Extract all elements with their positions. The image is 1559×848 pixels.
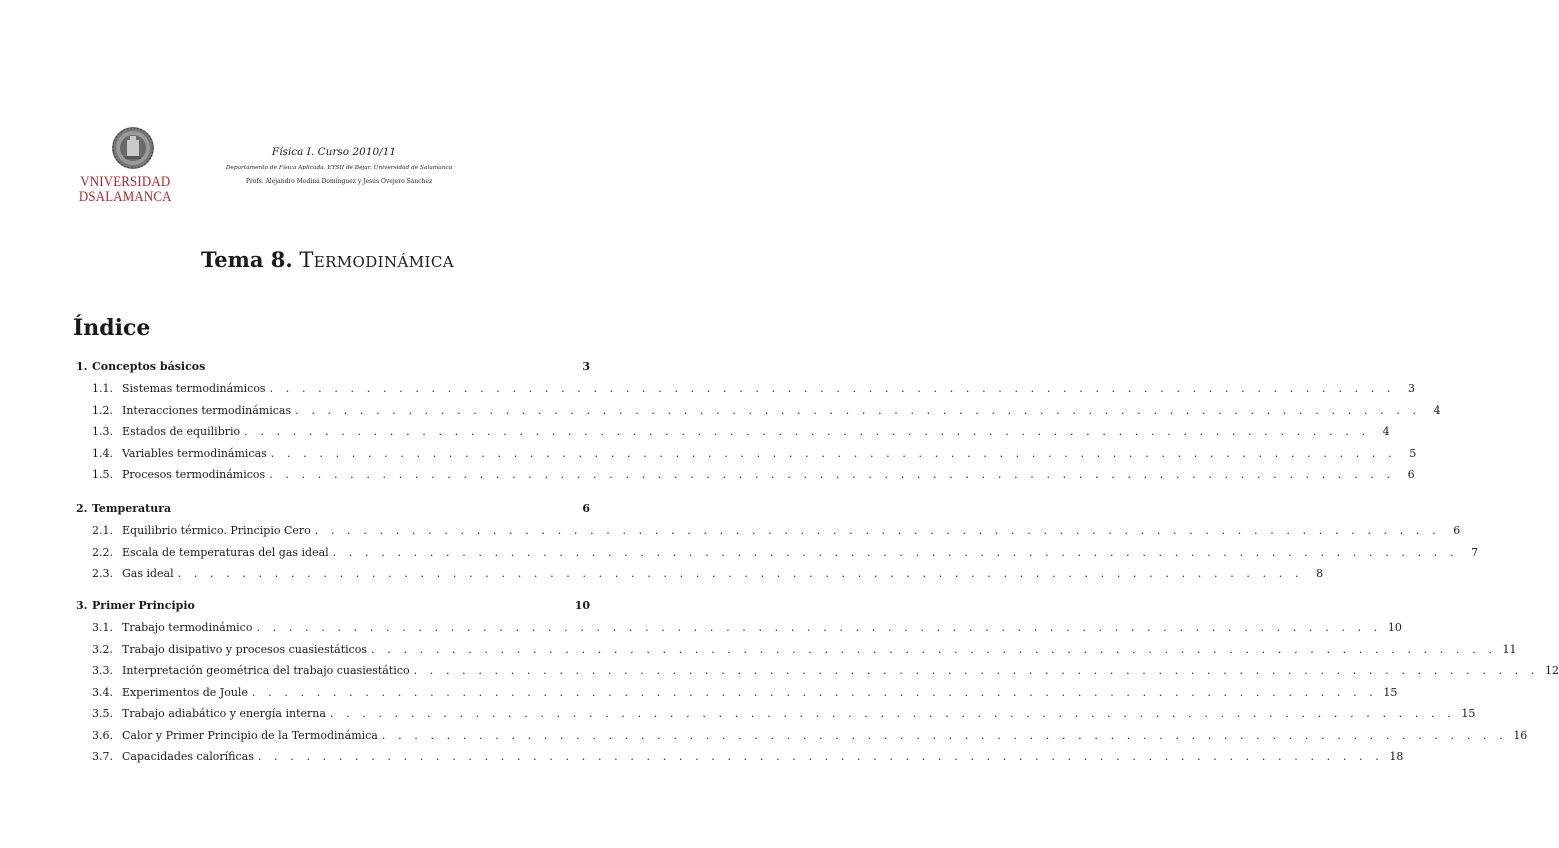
toc-entry-title: Equilibrio térmico. Principio Cero [122,524,311,537]
toc-entry-title: Calor y Primer Principio de la Termodinámica [122,728,378,742]
toc-entry-number: 1.3. [92,425,113,438]
toc-entry-number: 3.1. [92,621,113,634]
title-name: Termodinámica [299,248,454,272]
page-title [0,247,655,272]
document-header [76,122,496,212]
toc-section-title: Primer Principio [92,599,195,612]
toc-entry-row [92,446,1417,463]
toc-entry-page: 18 [1389,750,1404,763]
toc-section-page: 10 [574,599,590,612]
toc-entry-title: Experimentos de Joule [122,685,248,699]
toc-entry-row [92,567,1324,583]
department-label: Departamento de Física Aplicada. ETSII de Béjar. Universidad de Salamanca [225,165,453,171]
toc-entry-row [92,750,1404,766]
toc-dot-leader: . . . . . . . . . . . . . . . . . . . . . . . . . . . . . . . . . . . . . . . . . . . . . . . . . . . . . . . . . . . . . . . . . . . . . . [381,728,1508,742]
toc-entry-row [92,728,1528,745]
toc-section-row [76,360,590,376]
toc-dot-leader: . . . . . . . . . . . . . . . . . . . . . . . . . . . . . . . . . . . . . . . . . . . . . . . . . . . . . . . . . . . . . . . . . . . . . . [257,750,1384,763]
toc-entry-row [92,545,1479,562]
toc-entry-page: 6 [1407,468,1415,481]
toc-entry-page: 3 [1408,382,1416,395]
toc-dot-leader: . . . . . . . . . . . . . . . . . . . . . . . . . . . . . . . . . . . . . . . . . . . . . . . . . . . . . . . . . . . . . . . . . . . . . . [371,642,1497,656]
toc-dot-leader: . . . . . . . . . . . . . . . . . . . . . . . . . . . . . . . . . . . . . . . . . . . . . . . . . . . . . . . . . . . . . . . . . . . . . . [332,545,1459,559]
toc-entry-row [92,425,1390,441]
professors-label: Profs. Alejandro Medina Domínguez y Jesús Ovejero Sánchez [245,178,433,185]
toc-section-number: 3. [76,599,88,612]
toc-entry-row [92,403,1441,420]
toc-entry-title: Escala de temperaturas del gas ideal [122,545,329,559]
toc-dot-leader: . . . . . . . . . . . . . . . . . . . . . . . . . . . . . . . . . . . . . . . . . . . . . . . . . . . . . . . . . . . . . . . . . . . . . . [295,403,1421,417]
toc-entry-page: 8 [1316,567,1324,580]
logo-text-line2: DSALAMANCA [78,189,172,205]
toc-entry-title: Procesos termodinámicos [122,468,266,481]
toc-entry-number: 3.4. [92,685,113,699]
toc-entry-title: Variables termodinámicas [122,446,267,460]
toc-entry-title: Gas ideal [122,567,174,580]
toc-entry-number: 1.4. [92,446,113,460]
toc-dot-leader: . . . . . . . . . . . . . . . . . . . . . . . . . . . . . . . . . . . . . . . . . . . . . . . . . . . . . . . . . . . . . . . . . . . . . . [269,468,1395,481]
toc-entry-page: 5 [1409,446,1417,460]
toc-entry-row [92,642,1517,659]
toc-dot-leader: . . . . . . . . . . . . . . . . . . . . . . . . . . . . . . . . . . . . . . . . . . . . . . . . . . . . . . . . . . . . . . . . . . . . . . [244,425,1370,438]
toc-dot-leader: . . . . . . . . . . . . . . . . . . . . . . . . . . . . . . . . . . . . . . . . . . . . . . . . . . . . . . . . . . . . . . . . . . . . . . [329,707,1456,720]
toc-entry-page: 4 [1382,425,1390,438]
toc-entry-number: 3.6. [92,728,113,742]
toc-entry-title: Interpretación geométrica del trabajo cuasiestático [122,664,410,677]
toc-entry-number: 2.2. [92,545,113,559]
toc-dot-leader: . . . . . . . . . . . . . . . . . . . . . . . . . . . . . . . . . . . . . . . . . . . . . . . . . . . . . . . . . . . . . . . . . . . . . . [251,685,1378,699]
title-number: Tema 8. [201,247,293,272]
toc-entry-title: Sistemas termodinámicos [122,382,266,395]
course-label: Física I. Curso 2010/11 [271,146,397,158]
toc-entry-number: 3.5. [92,707,113,720]
toc-entry-row [92,664,1559,680]
toc-dot-leader: . . . . . . . . . . . . . . . . . . . . . . . . . . . . . . . . . . . . . . . . . . . . . . . . . . . . . . . . . . . . . . . . . . . . . . [256,621,1382,634]
toc-entry-page: 7 [1471,545,1479,559]
toc-section-title: Temperatura [92,502,172,515]
university-logo [76,122,186,206]
toc-entry-row [92,707,1476,723]
toc-dot-leader: . . . . . . . . . . . . . . . . . . . . . . . . . . . . . . . . . . . . . . . . . . . . . . . . . . . . . . . . . . . . . . . . . . . . . . [270,446,1397,460]
toc-entry-row [92,382,1416,398]
toc-entry-row [92,524,1461,540]
toc-entry-number: 3.7. [92,750,113,763]
toc-entry-title: Estados de equilibrio [122,425,241,438]
toc-dot-leader: . . . . . . . . . . . . . . . . . . . . . . . . . . . . . . . . . . . . . . . . . . . . . . . . . . . . . . . . . . . . . . . . . . . . . . [269,382,1396,395]
university-seal-icon [111,126,155,172]
toc-section-row [76,502,590,518]
toc-section-page: 3 [582,360,590,373]
toc-section-number: 1. [76,360,88,373]
toc-entry-title: Interacciones termodinámicas [122,403,292,417]
toc-entry-title: Trabajo termodinámico [122,621,253,634]
toc-entry-page: 15 [1461,707,1476,720]
toc-section-number: 2. [76,502,88,515]
toc-heading: Índice [73,315,151,341]
toc-entry-number: 1.1. [92,382,113,395]
toc-entry-row [92,468,1415,484]
toc-entry-page: 15 [1383,685,1398,699]
toc-dot-leader: . . . . . . . . . . . . . . . . . . . . . . . . . . . . . . . . . . . . . . . . . . . . . . . . . . . . . . . . . . . . . . . . . . . . . . [413,664,1540,677]
toc-entry-title: Capacidades caloríficas [122,750,254,763]
toc-entry-number: 3.3. [92,664,113,677]
toc-entry-row [92,621,1402,637]
toc-entry-title: Trabajo adiabático y energía interna [122,707,326,720]
toc-entry-number: 1.5. [92,468,113,481]
toc-entry-number: 2.1. [92,524,113,537]
toc-entry-number: 1.2. [92,403,113,417]
toc-entry-page: 4 [1433,403,1441,417]
toc-entry-title: Trabajo disipativo y procesos cuasiestáticos [122,642,368,656]
toc-entry-number: 2.3. [92,567,113,580]
toc-dot-leader: . . . . . . . . . . . . . . . . . . . . . . . . . . . . . . . . . . . . . . . . . . . . . . . . . . . . . . . . . . . . . . . . . . . . . . [314,524,1441,537]
toc-entry-row [92,685,1398,702]
toc-entry-number: 3.2. [92,642,113,656]
toc-entry-page: 11 [1502,642,1517,656]
toc-section-page: 6 [582,502,590,515]
toc-entry-page: 16 [1513,728,1528,742]
toc-entry-page: 10 [1387,621,1402,634]
toc-entry-page: 6 [1453,524,1461,537]
toc-entry-page: 12 [1545,664,1559,677]
logo-text-line1: VNIVERSIDAD [80,174,171,190]
toc-section-row [76,599,590,615]
toc-dot-leader: . . . . . . . . . . . . . . . . . . . . . . . . . . . . . . . . . . . . . . . . . . . . . . . . . . . . . . . . . . . . . . . . . . . . . . [177,567,1304,580]
toc-section-title: Conceptos básicos [92,360,206,373]
